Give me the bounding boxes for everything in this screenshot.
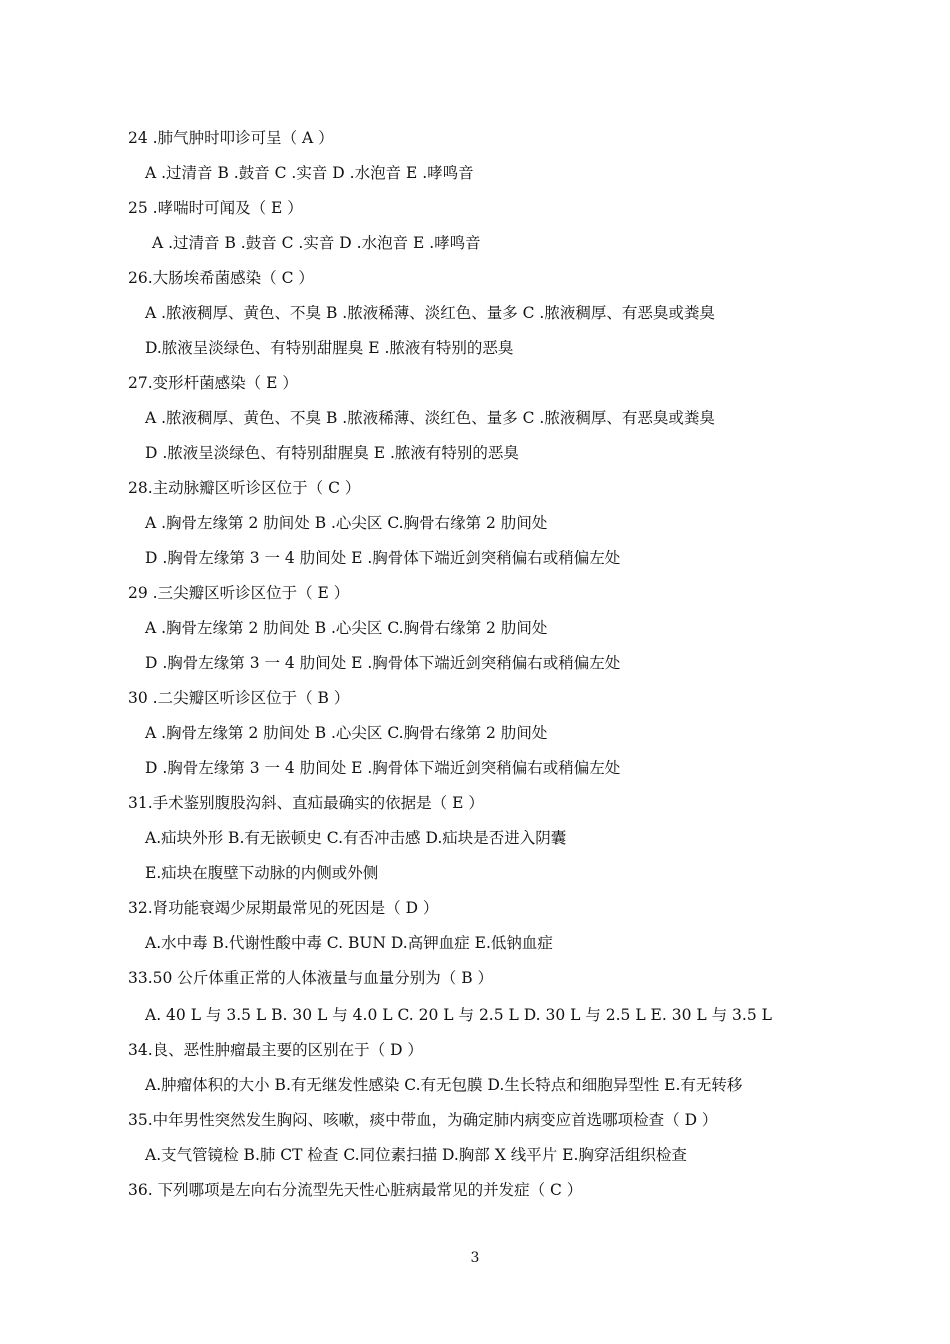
question-34-options: A.肿瘤体积的大小 B.有无继发性感染 C.有无包膜 D.生长特点和细胞异型性 E.有无转移 [145,1076,743,1094]
question-26: 26.大肠埃希菌感染（ C ） [128,269,314,287]
question-31: 31.手术鉴别腹股沟斜、直疝最确实的依据是（ E ） [128,794,484,812]
question-29-options-1: A .胸骨左缘第 2 肋间处 B .心尖区 C.胸骨右缘第 2 肋间处 [145,619,548,637]
question-32-options: A.水中毒 B.代谢性酸中毒 C. BUN D.高钾血症 E.低钠血症 [145,934,553,952]
question-27-options-2: D .脓液呈淡绿色、有特别甜腥臭 E .脓液有特别的恶臭 [145,444,519,462]
question-24: 24 .肺气肿时叩诊可呈（ A ） [128,129,334,147]
question-28: 28.主动脉瓣区听诊区位于（ C ） [128,479,361,497]
question-33: 33.50 公斤体重正常的人体液量与血量分别为（ B ） [128,969,494,987]
question-26-options-1: A .脓液稠厚、黄色、不臭 B .脓液稀薄、淡红色、量多 C .脓液稠厚、有恶臭或粪臭 [145,304,715,322]
question-25-options: A .过清音 B .鼓音 C .实音 D .水泡音 E .哮鸣音 [152,234,481,252]
question-30: 30 .二尖瓣区听诊区位于（ B ） [128,689,350,707]
question-28-options-1: A .胸骨左缘第 2 肋间处 B .心尖区 C.胸骨右缘第 2 肋间处 [145,514,548,532]
question-34: 34.良、恶性肿瘤最主要的区别在于（ D ） [128,1041,423,1059]
question-29-options-2: D .胸骨左缘第 3 一 4 肋间处 E .胸骨体下端近剑突稍偏右或稍偏左处 [145,654,621,672]
question-29: 29 .三尖瓣区听诊区位于（ E ） [128,584,350,602]
question-36: 36. 下列哪项是左向右分流型先天性心脏病最常见的并发症（ C ） [128,1181,583,1199]
question-35: 35.中年男性突然发生胸闷、咳嗽，痰中带血，为确定肺内病变应首选哪项检查（ D ） [128,1111,718,1129]
question-27-options-1: A .脓液稠厚、黄色、不臭 B .脓液稀薄、淡红色、量多 C .脓液稠厚、有恶臭或粪臭 [145,409,715,427]
question-32: 32.肾功能衰竭少尿期最常见的死因是（ D ） [128,899,439,917]
question-31-options-1: A.疝块外形 B.有无嵌顿史 C.有否冲击感 D.疝块是否进入阴囊 [145,829,567,847]
question-31-options-2: E.疝块在腹壁下动脉的内侧或外侧 [145,864,379,882]
page-number: 3 [470,1250,480,1266]
question-33-options: A. 40 L 与 3.5 L B. 30 L 与 4.0 L C. 20 L 与 2.5 L D. 30 L 与 2.5 L E. 30 L 与 3.5 L [145,1006,772,1024]
question-27: 27.变形杆菌感染（ E ） [128,374,298,392]
question-30-options-1: A .胸骨左缘第 2 肋间处 B .心尖区 C.胸骨右缘第 2 肋间处 [145,724,548,742]
question-26-options-2: D.脓液呈淡绿色、有特别甜腥臭 E .脓液有特别的恶臭 [145,339,514,357]
question-24-options: A .过清音 B .鼓音 C .实音 D .水泡音 E .哮鸣音 [145,164,474,182]
question-28-options-2: D .胸骨左缘第 3 一 4 肋间处 E .胸骨体下端近剑突稍偏右或稍偏左处 [145,549,621,567]
question-30-options-2: D .胸骨左缘第 3 一 4 肋间处 E .胸骨体下端近剑突稍偏右或稍偏左处 [145,759,621,777]
question-25: 25 .哮喘时可闻及（ E ） [128,199,303,217]
question-35-options: A.支气管镜检 B.肺 CT 检查 C.同位素扫描 D.胸部 X 线平片 E.胸穿活组织检查 [145,1146,687,1164]
